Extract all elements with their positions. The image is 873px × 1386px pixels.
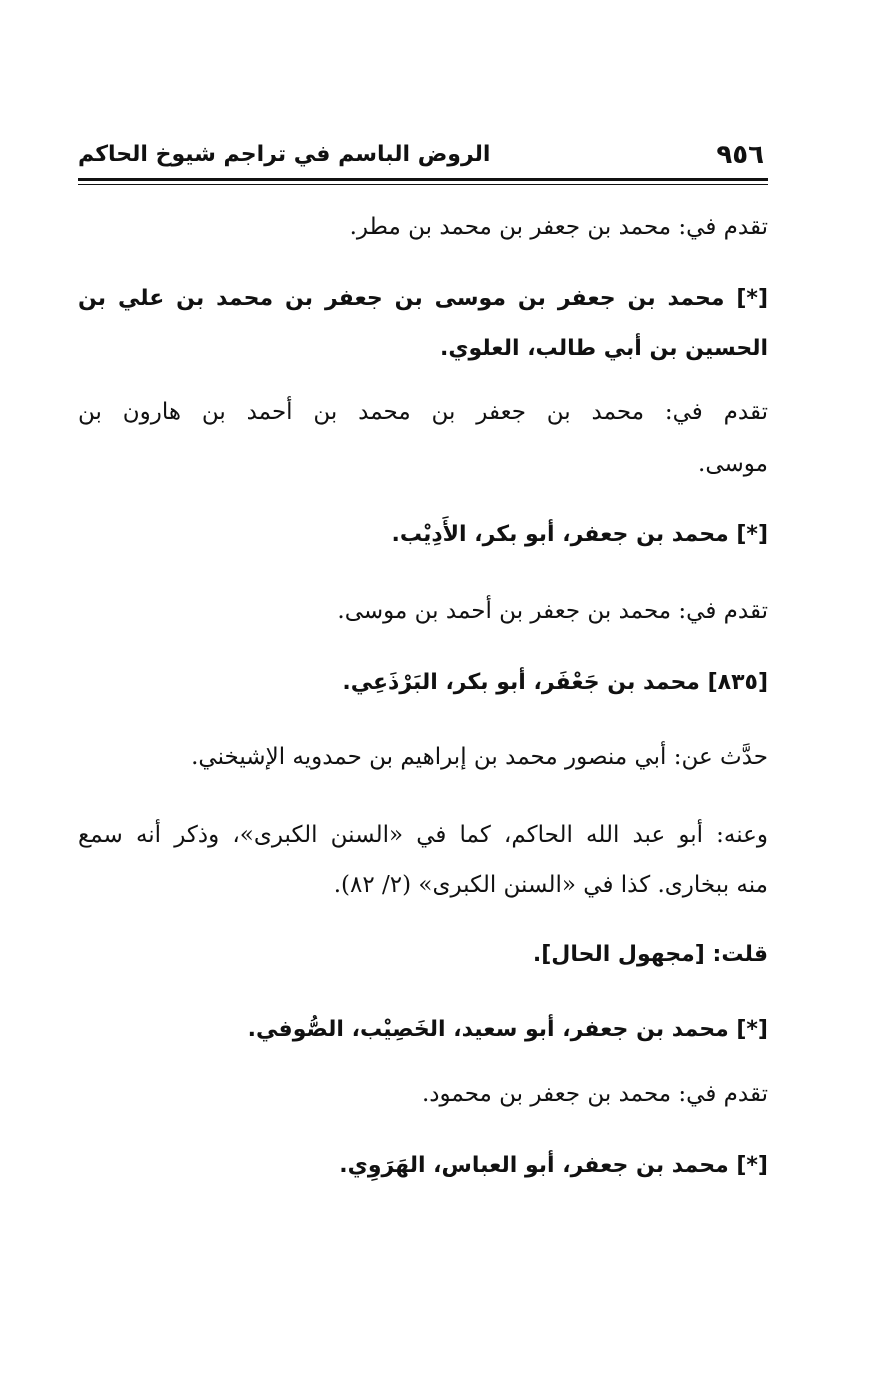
narrated-by-continuation: منه ببخارى. كذا في «السنن الكبرى» (٢/ ٨٢). bbox=[333, 872, 768, 898]
cross-reference-line: تقدم في: محمد بن جعفر بن أحمد بن موسى. bbox=[337, 598, 768, 624]
narrated-from-line: حدَّث عن: أبي منصور محمد بن إبراهيم بن حمدويه الإشيخني. bbox=[191, 744, 768, 770]
cross-reference-line: تقدم في: محمد بن جعفر بن محمد بن مطر. bbox=[349, 214, 768, 240]
entry-heading-line: [٨٣٥] محمد بن جَعْفَر، أبو بكر، البَرْذَعِي. bbox=[342, 670, 768, 695]
header-rule-thick bbox=[78, 178, 768, 181]
running-header bbox=[78, 140, 768, 176]
cross-reference-continuation: موسى. bbox=[698, 451, 768, 477]
entry-heading-line: [*] محمد بن جعفر، أبو العباس، الهَرَوِي. bbox=[339, 1153, 768, 1178]
entry-heading-line: [*] محمد بن جعفر، أبو سعيد، الخَصِيْب، الصُّوفي. bbox=[247, 1017, 768, 1042]
grading-line: قلت: [مجهول الحال]. bbox=[532, 942, 768, 967]
cross-reference-line: تقدم في: محمد بن جعفر بن محمد بن أحمد بن هارون بن bbox=[78, 399, 768, 425]
narrated-by-line: وعنه: أبو عبد الله الحاكم، كما في «السنن الكبرى»، وذكر أنه سمع bbox=[78, 822, 768, 848]
entry-heading-line: [*] محمد بن جعفر بن موسى بن جعفر بن محمد بن علي بن bbox=[78, 286, 768, 311]
cross-reference-line: تقدم في: محمد بن جعفر بن محمود. bbox=[421, 1081, 768, 1107]
header-rule-thin bbox=[78, 184, 768, 185]
entry-heading-continuation: الحسين بن أبي طالب، العلوي. bbox=[440, 336, 768, 361]
page-number: ٩٥٦ bbox=[716, 140, 764, 170]
book-title: الروض الباسم في تراجم شيوخ الحاكم bbox=[78, 142, 491, 167]
entry-heading-line: [*] محمد بن جعفر، أبو بكر، الأَدِيْب. bbox=[391, 522, 768, 547]
